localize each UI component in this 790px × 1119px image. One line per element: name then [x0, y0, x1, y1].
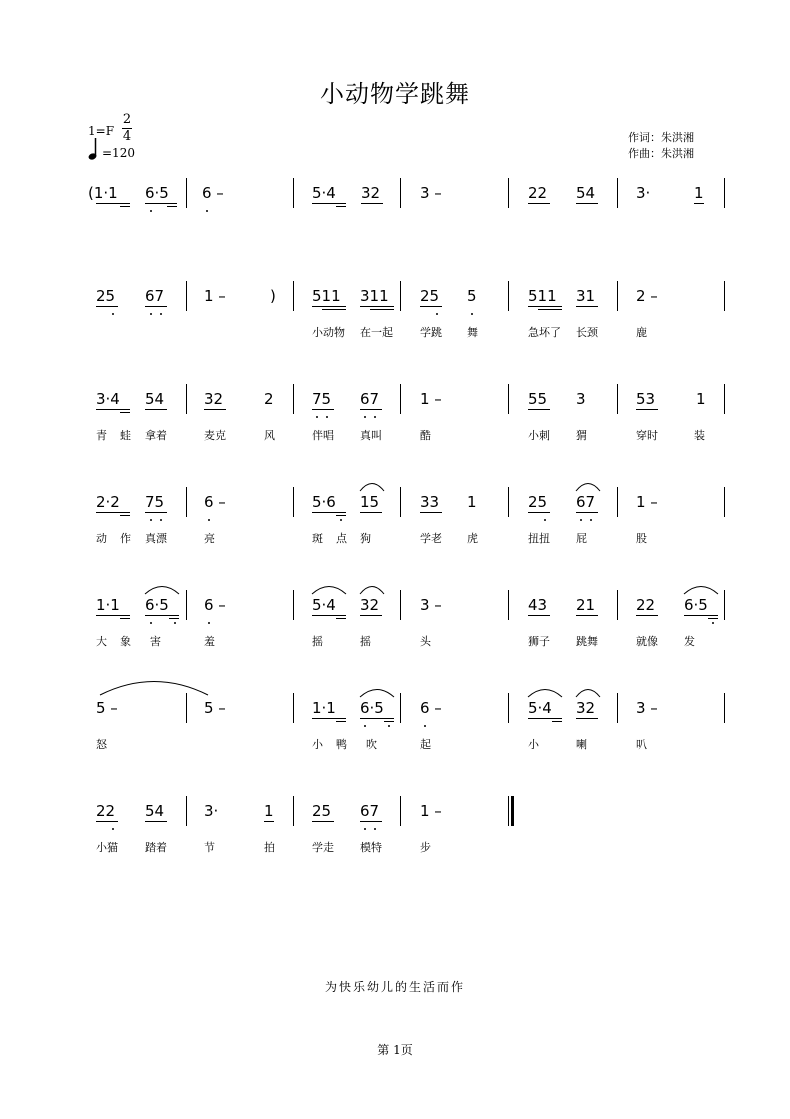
note-group: 3·	[636, 184, 651, 202]
slur-mark	[143, 583, 181, 595]
lyric: 在一起	[360, 326, 393, 339]
lyric: 发	[684, 635, 695, 648]
slur-mark	[574, 480, 602, 492]
lyric: 喇	[576, 738, 587, 751]
time-signature-top: 2	[122, 112, 132, 127]
quarter-note-icon	[88, 137, 100, 161]
bar-line	[293, 590, 294, 620]
note-group: 1 –	[636, 493, 658, 511]
bar-line	[617, 281, 618, 311]
final-bar-line	[508, 796, 509, 826]
note-group: 32	[361, 184, 381, 202]
lyric: 酷	[420, 429, 431, 442]
lyric: 象	[120, 635, 131, 648]
lyric: 起	[420, 738, 431, 751]
lyric: 步	[420, 841, 431, 854]
note-group: 5·6	[312, 493, 336, 511]
lyric: 狗	[360, 532, 371, 545]
final-bar-thick	[511, 796, 514, 826]
note-group: 32	[360, 596, 380, 614]
bar-line	[186, 590, 187, 620]
lyric: 小刺	[528, 429, 550, 442]
time-signature-bottom: 4	[122, 129, 132, 144]
bar-line	[186, 693, 187, 723]
note-group: 1	[264, 802, 274, 820]
lyric: 股	[636, 532, 647, 545]
note-group: 2·2	[96, 493, 120, 511]
note-group: 6·5	[360, 699, 384, 717]
note-group: 67	[360, 802, 380, 820]
lyric: 跳舞	[576, 635, 598, 648]
bar-line	[508, 693, 509, 723]
lyric: 斑	[312, 532, 323, 545]
note-group: 31	[576, 287, 596, 305]
bar-line	[186, 178, 187, 208]
song-title: 小动物学跳舞	[320, 80, 470, 108]
lyric: 小	[528, 738, 539, 751]
bar-line	[293, 281, 294, 311]
note-group: 3·4	[96, 390, 120, 408]
note-group: 511	[528, 287, 557, 305]
lyric: 吹	[366, 738, 377, 751]
bar-line	[186, 384, 187, 414]
lyric: 麦克	[204, 429, 226, 442]
note-group: 6 –	[420, 699, 442, 717]
lyric: 舞	[467, 326, 478, 339]
bar-line	[293, 693, 294, 723]
note-group: 3	[576, 390, 586, 408]
bar-line	[186, 796, 187, 826]
note-group: 25	[312, 802, 332, 820]
note-group: 32	[576, 699, 596, 717]
lyric: 叭	[636, 738, 647, 751]
bar-line	[508, 487, 509, 517]
lyric: 学走	[312, 841, 334, 854]
bar-line	[400, 281, 401, 311]
note-group: 6·5	[145, 184, 169, 202]
note-group: 1	[694, 184, 704, 202]
note-group: 1 –	[204, 287, 226, 305]
bar-line	[724, 281, 725, 311]
lyric: 风	[264, 429, 275, 442]
lyric: 模特	[360, 841, 382, 854]
lyric: 节	[204, 841, 215, 854]
note-group: 25	[96, 287, 116, 305]
note-group: 5 –	[204, 699, 226, 717]
note-group: 32	[204, 390, 224, 408]
note-group: 2	[264, 390, 274, 408]
slur-mark	[682, 583, 720, 595]
note-group: 5	[467, 287, 477, 305]
bar-line	[617, 590, 618, 620]
lyric: 屁	[576, 532, 587, 545]
note-group: 43	[528, 596, 548, 614]
note-group: 67	[360, 390, 380, 408]
bar-line	[508, 590, 509, 620]
note-group: 2 –	[636, 287, 658, 305]
lyric: 狮子	[528, 635, 550, 648]
lyric: 拿着	[145, 429, 167, 442]
lyric: 学跳	[420, 326, 442, 339]
lyricist-credit: 作词：朱洪湘	[628, 131, 694, 144]
note-group: 3 –	[636, 699, 658, 717]
note-group: 21	[576, 596, 596, 614]
lyric: 伴唱	[312, 429, 334, 442]
lyric: 装	[694, 429, 705, 442]
lyric: 动	[96, 532, 107, 545]
note-group: 15	[360, 493, 380, 511]
bar-line	[293, 178, 294, 208]
bar-line	[617, 487, 618, 517]
note-group: 22	[96, 802, 116, 820]
note-group: 67	[145, 287, 165, 305]
note-group: 22	[636, 596, 656, 614]
note-group: 3 –	[420, 596, 442, 614]
note-group: 3 –	[420, 184, 442, 202]
lyric: 摇	[360, 635, 371, 648]
note-group: 1 –	[420, 802, 442, 820]
bar-line	[293, 487, 294, 517]
lyric: 长颈	[576, 326, 598, 339]
note-group: 1·1	[312, 699, 336, 717]
bar-line	[400, 384, 401, 414]
note-group: 511	[312, 287, 341, 305]
lyric: 拍	[264, 841, 275, 854]
slur-mark	[526, 686, 564, 698]
lyric: 踏着	[145, 841, 167, 854]
slur-mark	[310, 583, 348, 595]
note-group: 3·	[204, 802, 219, 820]
bar-line	[400, 796, 401, 826]
note-group: 75	[312, 390, 332, 408]
note-group: 53	[636, 390, 656, 408]
bar-line	[400, 487, 401, 517]
note-group: 54	[145, 802, 165, 820]
note-group: 5 –	[96, 699, 118, 717]
lyric: 就像	[636, 635, 658, 648]
note-group: (1·1	[88, 184, 118, 202]
note-group: 5·4	[312, 596, 336, 614]
bar-line	[724, 178, 725, 208]
lyric: 青	[96, 429, 107, 442]
note-group: 1	[696, 390, 706, 408]
lyric: 鸭	[336, 738, 347, 751]
note-group: 311	[360, 287, 389, 305]
lyric: 害	[150, 635, 161, 648]
lyric: 猬	[576, 429, 587, 442]
note-group: 75	[145, 493, 165, 511]
lyric: 扭扭	[528, 532, 550, 545]
note-group: 25	[528, 493, 548, 511]
time-signature	[122, 113, 132, 144]
lyric: 学老	[420, 532, 442, 545]
note-group: 6 –	[204, 596, 226, 614]
note-group: 54	[576, 184, 596, 202]
lyric: 蛙	[120, 429, 131, 442]
bar-line	[508, 281, 509, 311]
slur-mark	[574, 686, 602, 698]
bar-line	[293, 796, 294, 826]
note-group: 6·5	[145, 596, 169, 614]
bar-line	[724, 384, 725, 414]
lyric: 点	[336, 532, 347, 545]
page-number: 第 1页	[377, 1043, 413, 1057]
note-group: 33	[420, 493, 440, 511]
bar-line	[617, 384, 618, 414]
bar-line	[186, 281, 187, 311]
tie-mark	[96, 676, 212, 696]
bar-line	[508, 384, 509, 414]
note-group: 55	[528, 390, 548, 408]
note-group: 1·1	[96, 596, 120, 614]
slur-mark	[358, 583, 386, 595]
bar-line	[724, 693, 725, 723]
bar-line	[724, 590, 725, 620]
bar-line	[508, 178, 509, 208]
lyric: 小动物	[312, 326, 345, 339]
composer-credit: 作曲：朱洪湘	[628, 147, 694, 160]
key-signature: 1=F	[88, 124, 115, 138]
lyric: 鹿	[636, 326, 647, 339]
lyric: 虎	[467, 532, 478, 545]
note-group: 1	[467, 493, 477, 511]
lyric: 小猫	[96, 841, 118, 854]
lyric: 羞	[204, 635, 215, 648]
lyric: 大	[96, 635, 107, 648]
slur-mark	[358, 480, 386, 492]
note-group: 6 –	[202, 184, 224, 202]
note-group: 67	[576, 493, 596, 511]
lyric: 亮	[204, 532, 215, 545]
bar-line	[400, 590, 401, 620]
bar-line	[293, 384, 294, 414]
note-group: 22	[528, 184, 548, 202]
lyric: 摇	[312, 635, 323, 648]
note-group: 54	[145, 390, 165, 408]
note-group: )	[270, 287, 276, 305]
tempo-marking: =120	[102, 146, 135, 160]
lyric: 头	[420, 635, 431, 648]
footer-dedication: 为快乐幼儿的生活而作	[324, 980, 465, 994]
lyric: 小	[312, 738, 323, 751]
bar-line	[617, 693, 618, 723]
note-group: 1 –	[420, 390, 442, 408]
bar-line	[724, 487, 725, 517]
note-group: 6 –	[204, 493, 226, 511]
lyric: 真漂	[145, 532, 167, 545]
lyric: 怒	[96, 738, 107, 751]
lyric: 真叫	[360, 429, 382, 442]
lyric: 穿时	[636, 429, 658, 442]
note-group: 5·4	[312, 184, 336, 202]
bar-line	[617, 178, 618, 208]
bar-line	[400, 693, 401, 723]
lyric: 作	[120, 532, 131, 545]
bar-line	[186, 487, 187, 517]
lyric: 急坏了	[528, 326, 561, 339]
slur-mark	[358, 686, 396, 698]
bar-line	[400, 178, 401, 208]
note-group: 25	[420, 287, 440, 305]
note-group: 6·5	[684, 596, 708, 614]
note-group: 5·4	[528, 699, 552, 717]
